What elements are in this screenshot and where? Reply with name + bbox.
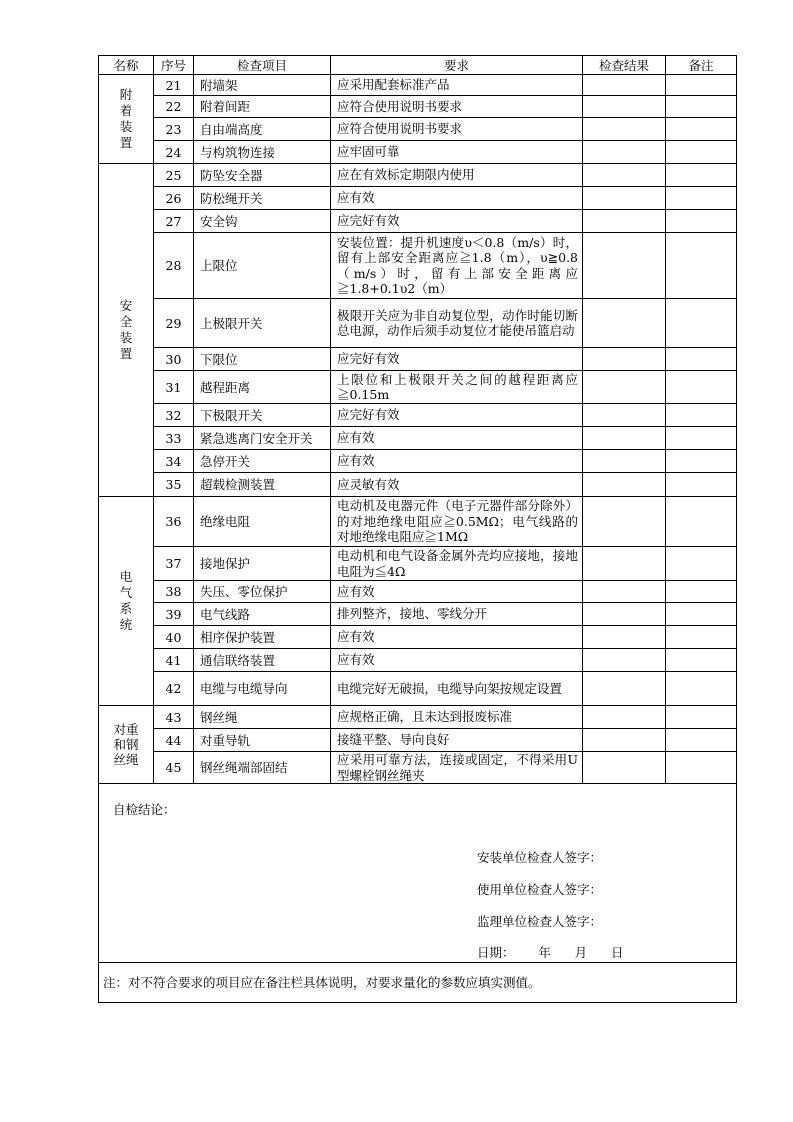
row-no: 23 xyxy=(154,118,194,141)
row-item: 急停开关 xyxy=(194,450,331,473)
row-item: 通信联络装置 xyxy=(194,649,331,672)
row-requirement: 应采用配套标准产品 xyxy=(331,75,583,96)
table-row xyxy=(99,752,737,784)
row-no: 33 xyxy=(154,427,194,450)
group-name: 电 气 系 统 xyxy=(99,497,154,706)
row-remark-cell[interactable] xyxy=(666,581,737,603)
row-requirement: 应采用可靠方法，连接或固定，不得采用U型螺栓钢丝绳夹 xyxy=(331,752,583,784)
row-item: 防坠安全器 xyxy=(194,164,331,187)
row-requirement: 电缆完好无破损，电缆导向架按规定设置 xyxy=(331,672,583,706)
row-no: 25 xyxy=(154,164,194,187)
row-result-cell[interactable] xyxy=(583,210,666,233)
row-result-cell[interactable] xyxy=(583,626,666,649)
row-result-cell[interactable] xyxy=(583,473,666,497)
inspection-table xyxy=(98,55,737,1003)
row-remark-cell[interactable] xyxy=(666,371,737,404)
row-item: 钢丝绳端部固结 xyxy=(194,752,331,784)
row-result-cell[interactable] xyxy=(583,75,666,96)
row-remark-cell[interactable] xyxy=(666,450,737,473)
row-no: 30 xyxy=(154,348,194,371)
row-remark-cell[interactable] xyxy=(666,210,737,233)
row-requirement: 应灵敏有效 xyxy=(331,473,583,497)
row-remark-cell[interactable] xyxy=(666,729,737,752)
row-no: 24 xyxy=(154,141,194,164)
row-remark-cell[interactable] xyxy=(666,649,737,672)
user-signature: 使用单位检查人签字： xyxy=(477,882,603,897)
row-no: 41 xyxy=(154,649,194,672)
row-remark-cell[interactable] xyxy=(666,706,737,729)
row-item: 与构筑物连接 xyxy=(194,141,331,164)
table-row xyxy=(99,299,737,348)
row-requirement: 应有效 xyxy=(331,581,583,603)
group-name: 附 着 装 置 xyxy=(99,75,154,164)
row-no: 45 xyxy=(154,752,194,784)
row-remark-cell[interactable] xyxy=(666,626,737,649)
row-requirement: 应有效 xyxy=(331,450,583,473)
row-item: 越程距离 xyxy=(194,371,331,404)
row-requirement: 排列整齐，接地、零线分开 xyxy=(331,603,583,626)
supervisor-signature: 监理单位检查人签字： xyxy=(477,914,603,929)
row-result-cell[interactable] xyxy=(583,404,666,427)
row-no: 42 xyxy=(154,672,194,706)
row-item: 绝缘电阻 xyxy=(194,497,331,547)
table-row xyxy=(99,141,737,164)
row-requirement: 应规格正确，且未达到报废标准 xyxy=(331,706,583,729)
row-no: 29 xyxy=(154,299,194,348)
table-row xyxy=(99,626,737,649)
row-item: 附墙架 xyxy=(194,75,331,96)
row-no: 21 xyxy=(154,75,194,96)
row-item: 相序保护装置 xyxy=(194,626,331,649)
footnote: 注：对不符合要求的项目应在备注栏具体说明，对要求量化的参数应填实测值。 xyxy=(99,963,737,1003)
row-requirement: 应有效 xyxy=(331,187,583,210)
row-item: 上限位 xyxy=(194,233,331,299)
table-row xyxy=(99,75,737,96)
row-remark-cell[interactable] xyxy=(666,547,737,581)
row-no: 27 xyxy=(154,210,194,233)
row-requirement: 应有效 xyxy=(331,427,583,450)
row-no: 39 xyxy=(154,603,194,626)
row-requirement: 安装位置：提升机速度υ＜0.8（m/s）时，留有上部安全距离应≧1.8（m），υ≧0.8（m/s）时，留有上部安全距离应≧1.8+0.1υ2（m） xyxy=(331,233,583,299)
row-result-cell[interactable] xyxy=(583,427,666,450)
row-no: 28 xyxy=(154,233,194,299)
row-result-cell[interactable] xyxy=(583,187,666,210)
row-item: 安全钩 xyxy=(194,210,331,233)
row-result-cell[interactable] xyxy=(583,706,666,729)
header-no: 序号 xyxy=(154,56,194,75)
install-signature: 安装单位检查人签字： xyxy=(477,850,603,865)
row-item: 下限位 xyxy=(194,348,331,371)
conclusion-section xyxy=(99,784,737,963)
row-remark-cell[interactable] xyxy=(666,672,737,706)
header-row xyxy=(99,56,737,75)
table-row xyxy=(99,404,737,427)
row-result-cell[interactable] xyxy=(583,649,666,672)
table-row xyxy=(99,649,737,672)
row-no: 38 xyxy=(154,581,194,603)
row-remark-cell[interactable] xyxy=(666,299,737,348)
group-name: 安 全 装 置 xyxy=(99,164,154,497)
row-item: 失压、零位保护 xyxy=(194,581,331,603)
table-row xyxy=(99,233,737,299)
table-row xyxy=(99,672,737,706)
row-result-cell[interactable] xyxy=(583,141,666,164)
row-no: 22 xyxy=(154,96,194,118)
table-row xyxy=(99,96,737,118)
row-requirement: 接缝平整、导向良好 xyxy=(331,729,583,752)
group-name: 对重 和钢 丝绳 xyxy=(99,706,154,784)
row-result-cell[interactable] xyxy=(583,603,666,626)
table-row xyxy=(99,210,737,233)
row-result-cell[interactable] xyxy=(583,118,666,141)
table-row xyxy=(99,497,737,547)
row-no: 40 xyxy=(154,626,194,649)
row-requirement: 应完好有效 xyxy=(331,404,583,427)
row-item: 下极限开关 xyxy=(194,404,331,427)
row-requirement: 电动机及电器元件（电子元器件部分除外）的对地绝缘电阻应≧0.5MΩ；电气线路的对地绝缘电阻应≧1MΩ xyxy=(331,497,583,547)
table-row xyxy=(99,729,737,752)
table-row xyxy=(99,348,737,371)
row-requirement: 应在有效标定期限内使用 xyxy=(331,164,583,187)
row-requirement: 应牢固可靠 xyxy=(331,141,583,164)
table-row xyxy=(99,371,737,404)
row-no: 35 xyxy=(154,473,194,497)
row-remark-cell[interactable] xyxy=(666,141,737,164)
row-no: 34 xyxy=(154,450,194,473)
row-no: 26 xyxy=(154,187,194,210)
table-row xyxy=(99,427,737,450)
header-result: 检查结果 xyxy=(583,56,666,75)
row-no: 44 xyxy=(154,729,194,752)
table-row xyxy=(99,547,737,581)
row-requirement: 极限开关应为非自动复位型，动作时能切断总电源，动作后须手动复位才能使吊篮启动 xyxy=(331,299,583,348)
row-remark-cell[interactable] xyxy=(666,427,737,450)
row-requirement: 上限位和上极限开关之间的越程距离应≧0.15m xyxy=(331,371,583,404)
row-no: 37 xyxy=(154,547,194,581)
row-result-cell[interactable] xyxy=(583,752,666,784)
row-item: 防松绳开关 xyxy=(194,187,331,210)
row-requirement: 应完好有效 xyxy=(331,210,583,233)
row-requirement: 应有效 xyxy=(331,626,583,649)
row-result-cell[interactable] xyxy=(583,96,666,118)
row-result-cell[interactable] xyxy=(583,299,666,348)
row-no: 43 xyxy=(154,706,194,729)
date-field: 日期： 年 月 日 xyxy=(477,945,624,960)
row-item: 电气线路 xyxy=(194,603,331,626)
row-result-cell[interactable] xyxy=(583,164,666,187)
row-remark-cell[interactable] xyxy=(666,404,737,427)
row-no: 36 xyxy=(154,497,194,547)
table-row xyxy=(99,603,737,626)
row-requirement: 应完好有效 xyxy=(331,348,583,371)
row-item: 自由端高度 xyxy=(194,118,331,141)
row-result-cell[interactable] xyxy=(583,348,666,371)
row-requirement: 应有效 xyxy=(331,649,583,672)
header-remark: 备注 xyxy=(666,56,737,75)
row-result-cell[interactable] xyxy=(583,547,666,581)
table-row xyxy=(99,450,737,473)
row-item: 钢丝绳 xyxy=(194,706,331,729)
row-item: 附着间距 xyxy=(194,96,331,118)
table-row xyxy=(99,164,737,187)
row-item: 对重导轨 xyxy=(194,729,331,752)
row-result-cell[interactable] xyxy=(583,672,666,706)
row-result-cell[interactable] xyxy=(583,371,666,404)
row-result-cell[interactable] xyxy=(583,497,666,547)
row-item: 超载检测装置 xyxy=(194,473,331,497)
row-result-cell[interactable] xyxy=(583,233,666,299)
table-row xyxy=(99,473,737,497)
table-row xyxy=(99,581,737,603)
row-result-cell[interactable] xyxy=(583,729,666,752)
row-requirement: 应符合使用说明书要求 xyxy=(331,96,583,118)
row-remark-cell[interactable] xyxy=(666,348,737,371)
row-item: 上极限开关 xyxy=(194,299,331,348)
row-remark-cell[interactable] xyxy=(666,187,737,210)
row-requirement: 电动机和电气设备金属外壳均应接地，接地电阻为≦4Ω xyxy=(331,547,583,581)
row-item: 紧急逃离门安全开关 xyxy=(194,427,331,450)
table-row xyxy=(99,118,737,141)
header-name: 名称 xyxy=(99,56,154,75)
row-remark-cell[interactable] xyxy=(666,603,737,626)
row-no: 31 xyxy=(154,371,194,404)
table-row xyxy=(99,187,737,210)
row-no: 32 xyxy=(154,404,194,427)
row-remark-cell[interactable] xyxy=(666,75,737,96)
row-remark-cell[interactable] xyxy=(666,96,737,118)
row-remark-cell[interactable] xyxy=(666,497,737,547)
row-result-cell[interactable] xyxy=(583,450,666,473)
row-item: 接地保护 xyxy=(194,547,331,581)
row-result-cell[interactable] xyxy=(583,581,666,603)
row-remark-cell[interactable] xyxy=(666,473,737,497)
header-item: 检查项目 xyxy=(194,56,331,75)
row-requirement: 应符合使用说明书要求 xyxy=(331,118,583,141)
header-requirement: 要求 xyxy=(331,56,583,75)
row-remark-cell[interactable] xyxy=(666,233,737,299)
conclusion-label: 自检结论： xyxy=(113,802,176,817)
table-row xyxy=(99,706,737,729)
row-item: 电缆与电缆导向 xyxy=(194,672,331,706)
row-remark-cell[interactable] xyxy=(666,164,737,187)
row-remark-cell[interactable] xyxy=(666,118,737,141)
row-remark-cell[interactable] xyxy=(666,752,737,784)
